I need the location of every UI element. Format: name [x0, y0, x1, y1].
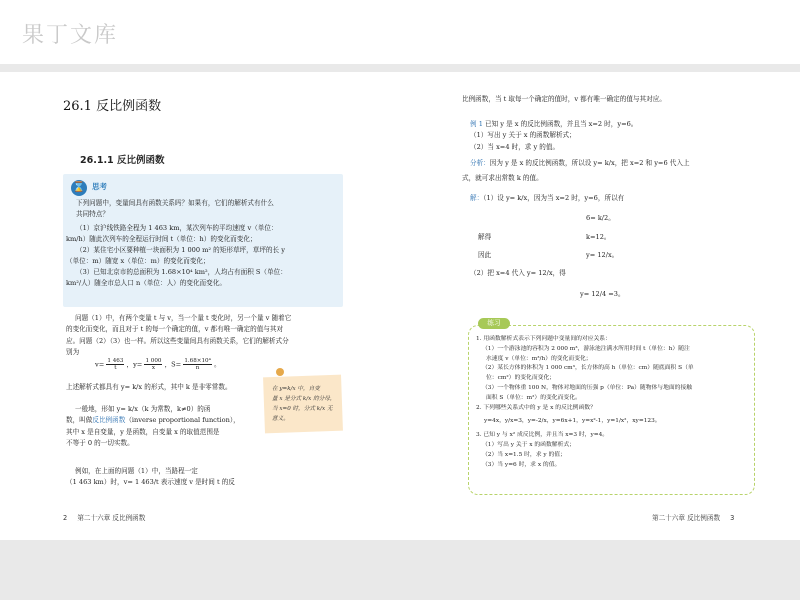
- body-line: 的变化而变化，而且对于 t 的每一个确定的值，v 都有唯一确定的值与其对: [66, 325, 284, 334]
- think-line: 下列问题中，变量间具有函数关系吗？如果有，它们的解析式有什么: [76, 199, 274, 207]
- body-paragraph-4: 例如，在上面的问题（1）中，当路程一定 （1 463 km）时，v= 1 463/t 表示速度 v 是时间 t 的反: [66, 467, 235, 487]
- example-label: 例 1: [470, 120, 483, 128]
- practice-line: 面积 S（单位：m²）的变化而变化。: [486, 394, 581, 401]
- solution-eq-1: 6= k/2。: [586, 214, 615, 222]
- think-line: （3）已知北京市的总面积为 1.68×10⁴ km²，人均占有面积 S（单位：: [76, 268, 287, 276]
- think-text: [66, 198, 287, 289]
- watermark: 果丁文库: [22, 23, 119, 48]
- chapter-label: 第二十六章 反比例函数: [77, 514, 146, 522]
- think-line: （2）某住宅小区要种植一块面积为 1 000 m² 的矩形草坪，草坪的长 y: [76, 246, 285, 254]
- body-paragraph-2: 上述解析式都具有 y= k/x 的形式，其中 k 是非零常数。: [66, 383, 232, 391]
- subsection-title: 26.1.1 反比例函数: [80, 155, 165, 166]
- left-footer: [63, 512, 145, 522]
- body-line: 问题（1）中，有两个变量 t 与 v，当一个量 t 变化时，另一个量 v 随着它: [75, 314, 292, 322]
- continued-line: 比例函数，当 t 取每一个确定的值时，v 都有唯一确定的值与其对应。: [462, 95, 666, 103]
- solution-step-value: y= 12/x。: [586, 251, 619, 259]
- think-line: km/h）随此次列车的全程运行时间 t（单位：h）的变化而变化；: [66, 235, 257, 243]
- solution-step-value: k=12。: [586, 233, 611, 241]
- body-line: 别为: [66, 348, 80, 357]
- body-line: 应。问题（2）（3）也一样。所以这些变量间具有函数关系，它们的解析式分: [66, 336, 289, 345]
- practice-line: （2）当 x=1.5 时，求 y 的值；: [482, 451, 566, 458]
- analysis-label: 分析：: [470, 159, 490, 167]
- practice-line: （1）写出 y 关于 x 的函数解析式；: [482, 441, 575, 448]
- page-number: 3: [730, 514, 735, 522]
- practice-line: （1）一个游泳池的容积为 2 000 m³，游泳池注满水所用时间 t（单位：h）随注: [482, 345, 690, 352]
- practice-line: 3. 已知 y 与 x² 成反比例，并且当 x=3 时，y=4。: [476, 432, 609, 439]
- fraction: $\frac{1 463}{t}$: [107, 358, 124, 371]
- fraction: $\frac{1 000}{x}$: [145, 358, 162, 371]
- formula-line-1: v= $\frac{1 463}{t}$ ，y= $\frac{1 000}{x}$ ，S= $\frac{\text{1.68×10⁴}}{n}$ 。: [95, 358, 221, 371]
- think-line: km²/人）随全市总人口 n（单位：人）的变化而变化。: [66, 279, 226, 287]
- practice-line: 1. 用函数解析式表示下列问题中变量间的对应关系：: [476, 336, 611, 342]
- practice-label: 练习: [478, 318, 510, 329]
- solution-step-label: 解得: [478, 233, 492, 241]
- solution-label: 解：: [470, 194, 484, 202]
- bottom-band: [0, 540, 800, 600]
- chapter-label: 第二十六章 反比例函数: [652, 514, 721, 522]
- practice-line: y=4x，y/x=3，y=-2/x，y=6x+1，y=x²-1，y=1/x²，xy=123。: [484, 418, 661, 425]
- body-paragraph-3: 一般地，形如 y= k/x（k 为常数，k≠0）的函 数，叫做反比例函数（inverse proportional function）， 其中 x 是自变量，y 是函数，自变量 x 的取值范围是 不等于 0 的一切实数。: [66, 405, 240, 448]
- practice-line: （3）一个物体重 100 N，物体对地面的压强 p（单位：Pa）随物体与地面的接触: [482, 384, 693, 391]
- practice-line: （2）某长方体的体积为 1 000 cm³，长方体的高 h（单位：cm）随底面积 S（单: [482, 365, 694, 372]
- right-footer: [652, 512, 734, 522]
- practice-line: 水速度 v（单位：m³/h）的变化而变化；: [486, 355, 592, 362]
- example-1: 例 1 已知 y 是 x 的反比例函数，并且当 x=2 时，y=6。 （1）写出 y 关于 x 的函数解析式； （2）当 x=4 时，求 y 的值。: [470, 120, 638, 151]
- practice-line: 位：cm²）的变化而变化；: [486, 375, 556, 382]
- note-text: 在 y=k/x 中，自变 量 x 是分式 k/x 的分母， 当 x=0 时，分式 k/x 无 意义。: [272, 386, 336, 422]
- practice-content: [476, 335, 694, 470]
- page-number: 2: [63, 514, 68, 522]
- think-line: 共同特点？: [76, 210, 109, 218]
- defined-term: 反比例函数: [92, 416, 126, 425]
- think-line: （单位：m）随宽 x（单位：m）的变化而变化；: [66, 257, 210, 265]
- solution-step-label: 因此: [478, 251, 492, 259]
- pin-icon: [276, 368, 284, 376]
- section-title: 26.1 反比例函数: [63, 99, 162, 114]
- think-icon: ⌛: [71, 180, 87, 196]
- think-label: 思考: [92, 182, 107, 191]
- body-paragraph-1: [66, 313, 291, 359]
- analysis: 分析：因为 y 是 x 的反比例函数，所以设 y= k/x，把 x=2 和 y=6 代入上 式，就可求出常数 k 的值。: [462, 159, 690, 183]
- solution-part-2: （2）把 x=4 代入 y= 12/x，得: [470, 269, 566, 277]
- practice-line: （3）当 y=6 时，求 x 的值。: [482, 461, 561, 468]
- practice-line: 2. 下列哪些关系式中的 y 是 x 的反比例函数？: [476, 404, 596, 411]
- solution: 解：（1）设 y= k/x，因为当 x=2 时，y=6，所以有: [470, 194, 625, 202]
- think-line: （1）京沪线铁路全程为 1 463 km，某次列车的平均速度 v（单位：: [76, 224, 278, 232]
- fraction: $\frac{\text{1.68×10⁴}}{n}$: [184, 358, 211, 371]
- top-band: [0, 64, 800, 72]
- solution-eq-2: y= 12/4 =3。: [580, 290, 625, 298]
